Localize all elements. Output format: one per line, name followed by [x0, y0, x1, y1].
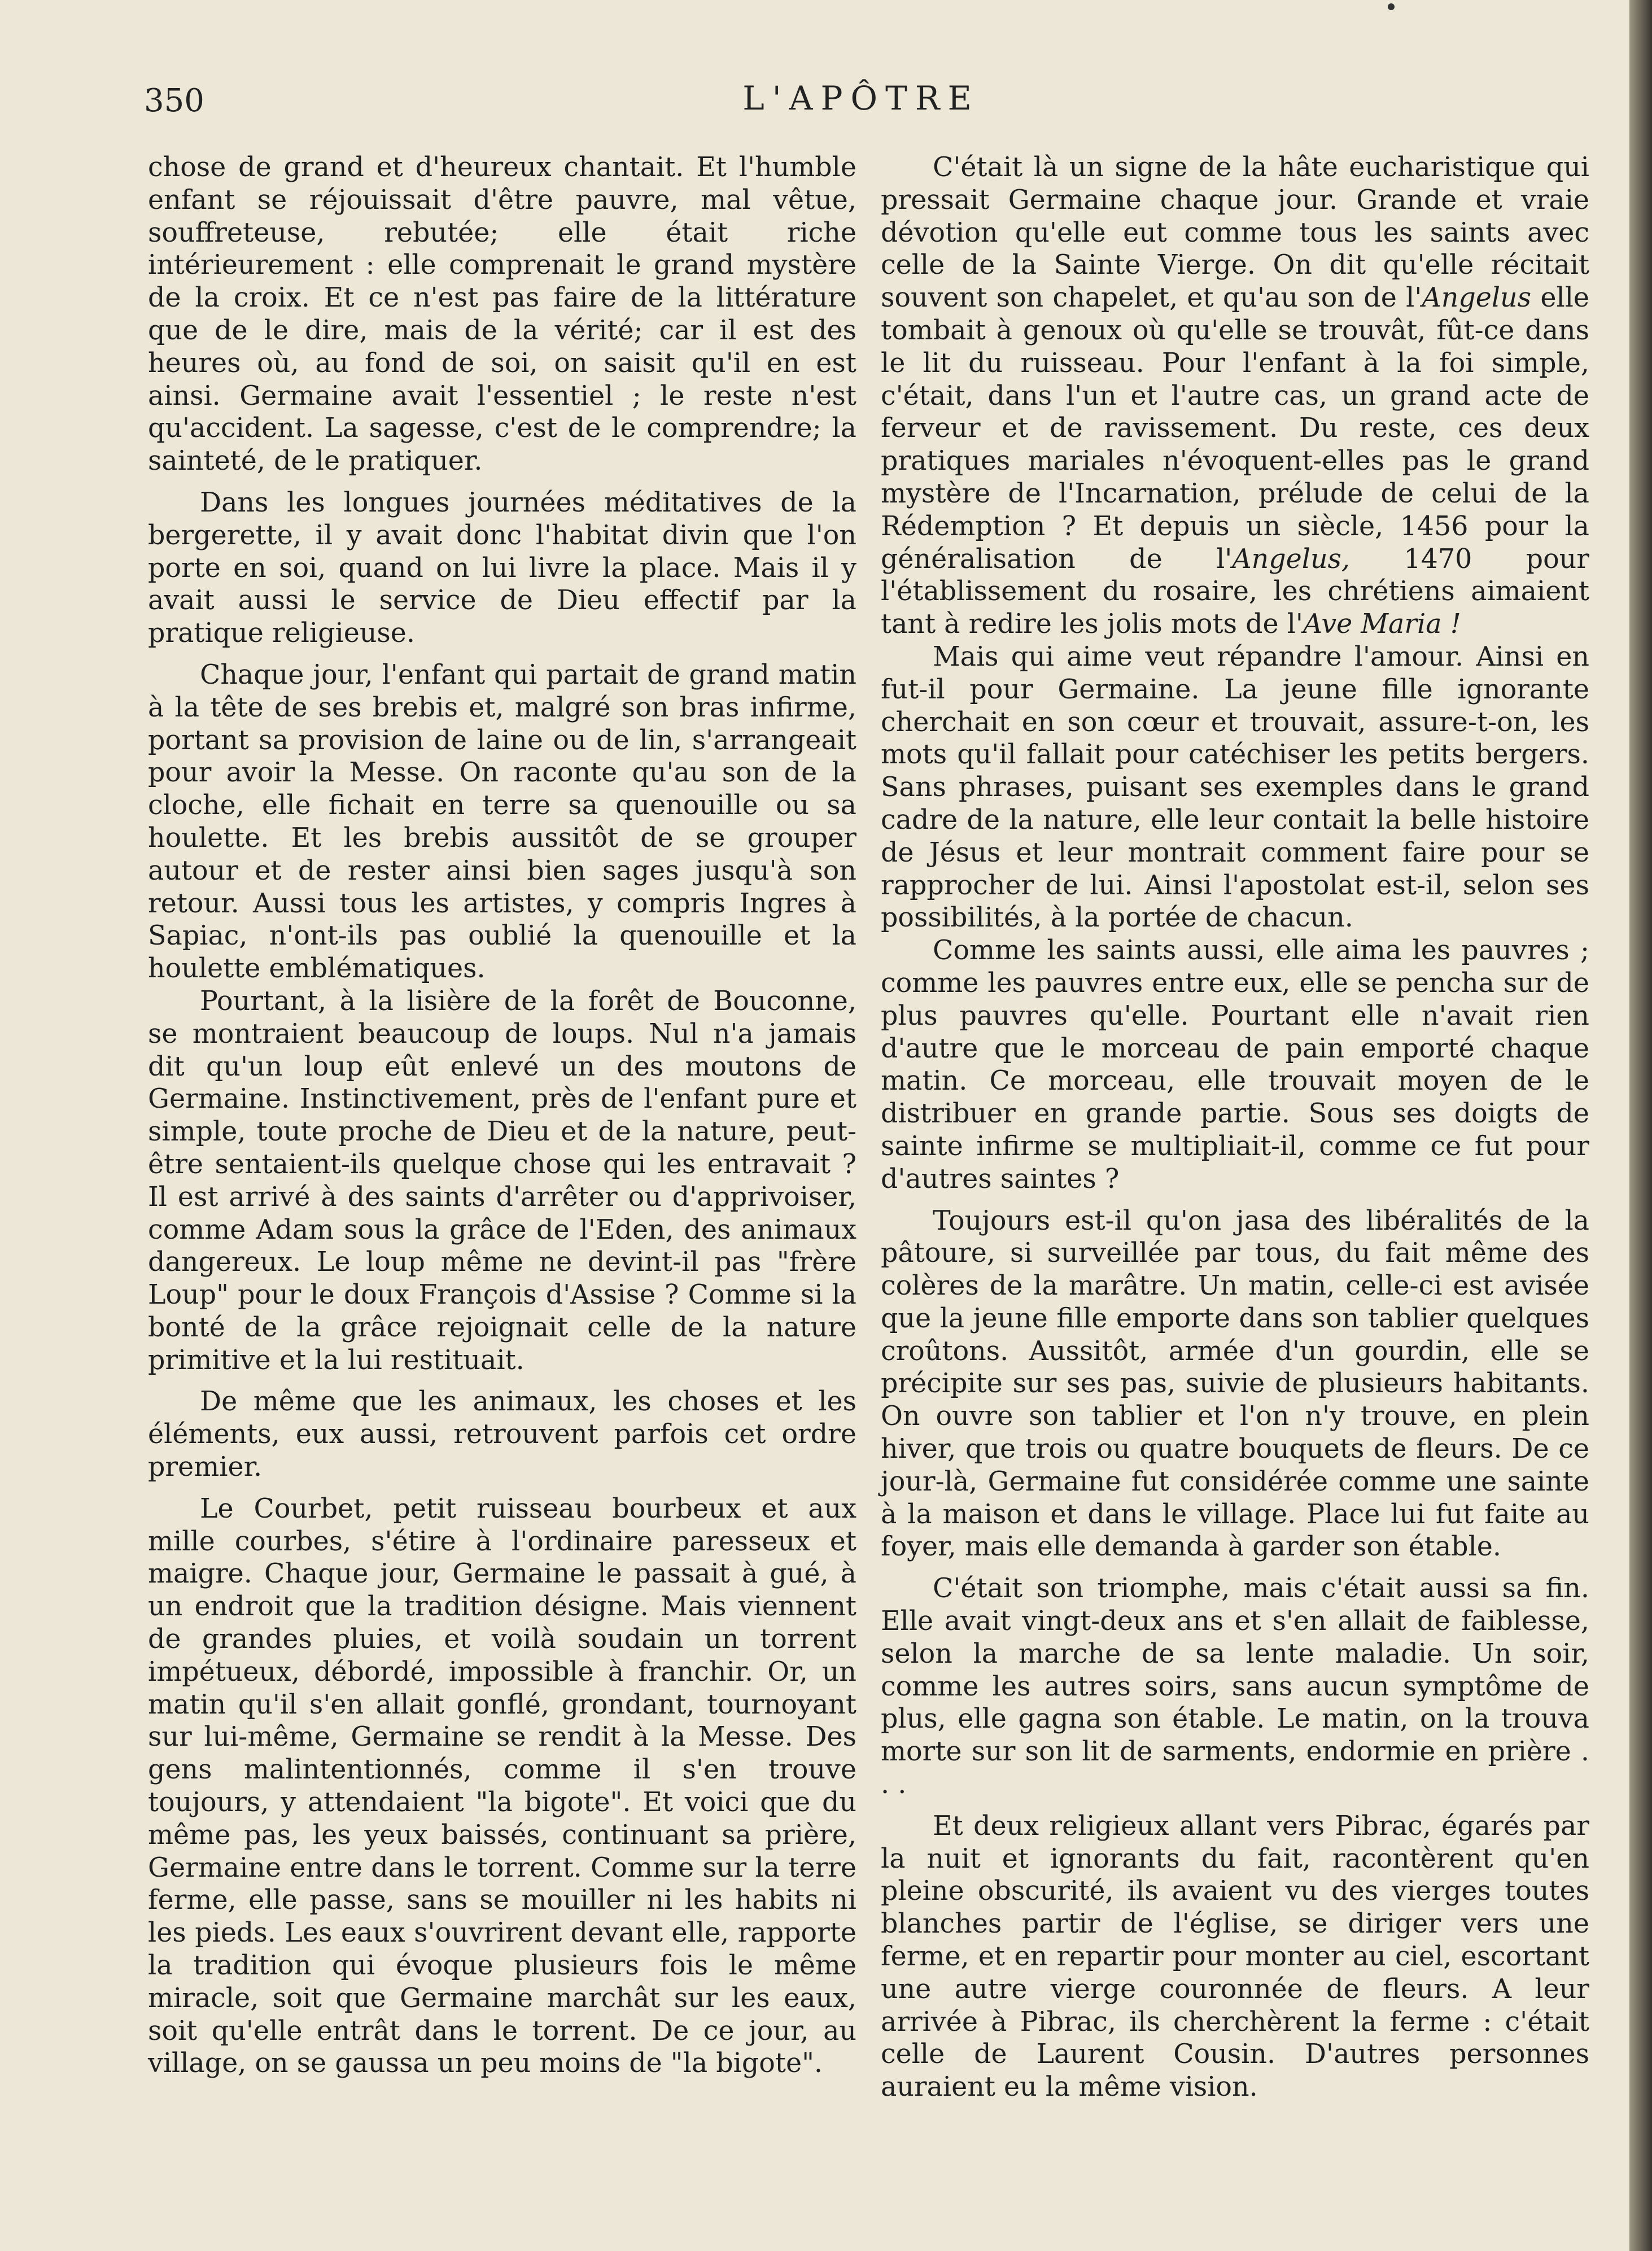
italic-term: Ave Maria !	[1303, 609, 1461, 640]
paragraph: chose de grand et d'heureux chantait. Et l'humble enfant se réjouissait d'être pauvre, mal vêtue, souffreteuse, rebutée; elle était riche intérieurement : elle comprenait le grand mystère de la croix. Et ce n'est pas faire de la littérature que de le dire, mais de la vérité; car il est des heures où, au fond de soi, on saisit qu'il en est ainsi. Germaine avait l'essentiel ; le reste n'est qu'accident. La sagesse, c'est de le comprendre; la sainteté, de le pratiquer.	[148, 152, 856, 477]
page-header	[144, 79, 1578, 124]
paragraph: De même que les animaux, les choses et les éléments, eux aussi, retrouvent parfois cet ordre premier.	[148, 1386, 856, 1483]
text-run: elle tombait à genoux où qu'elle se trouvât, fût-ce dans le lit du ruisseau. Pour l'enfant à la foi simple, c'était, dans l'un et l'autre cas, un grand acte de ferveur et de ravissement. Du reste, ces deux pratiques mariales n'évoquent-elles pas le grand mystère de l'Incarnation, prélude de celui de la Rédemption ? Et depuis un siècle, 1456 pour la généralisation de l'	[881, 282, 1589, 575]
paragraph: Toujours est-il qu'on jasa des libéralités de la pâtoure, si surveillée par tous, du fait même des colères de la marâtre. Un matin, celle-ci est avisée que la jeune fille emporte dans son tablier quelques croûtons. Aussitôt, armée d'un gourdin, elle se précipite sur ses pas, suivie de plusieurs habitants. On ouvre son tablier et l'on n'y trouve, en plein hiver, que trois ou quatre bouquets de fleurs. De ce jour-là, Germaine fut considérée comme une sainte à la maison et dans le village. Place lui fut faite au foyer, mais elle demanda à garder son étable.	[881, 1205, 1589, 1563]
text-run: 1470 pour l'établissement du rosaire, les chrétiens aimaient tant à redire les jolis mots de l'	[881, 543, 1589, 640]
paragraph: Et deux religieux allant vers Pibrac, égarés par la nuit et ignorants du fait, racontèrent qu'en pleine obscurité, ils avaient vu des vierges toutes blanches partir de l'église, se diriger vers une ferme, et en repartir pour monter au ciel, escortant une autre vierge couronnée de fleurs. A leur arrivée à Pibrac, ils cherchèrent la ferme : c'était celle de Laurent Cousin. D'autres personnes auraient eu la même vision.	[881, 1810, 1589, 2103]
text-run: C'était là un signe de la hâte eucharistique qui pressait Germaine chaque jour. Grande et vraie dévotion qu'elle eut comme tous les saints avec celle de la Sainte Vierge. On dit qu'elle récitait souvent son chapelet, et qu'au son de l'	[881, 152, 1589, 314]
page-number: 350	[144, 82, 204, 119]
paragraph: Mais qui aime veut répandre l'amour. Ainsi en fut-il pour Germaine. La jeune fille ignorante cherchait en son cœur et trouvait, assure-t-on, les mots qu'il fallait pour catéchiser les petits bergers. Sans phrases, puisant ses exemples dans le grand cadre de la nature, elle leur contait la belle histoire de Jésus et leur montrait comment faire pour se rapprocher de lui. Ainsi l'apostolat est-il, selon ses possibilités, à la portée de chacun.	[881, 641, 1589, 934]
paragraph: Le Courbet, petit ruisseau bourbeux et aux mille courbes, s'étire à l'ordinaire paresseux et maigre. Chaque jour, Germaine le passait à gué, à un endroit que la tradition désigne. Mais viennent de grandes pluies, et voilà soudain un torrent impétueux, débordé, impossible à franchir. Or, un matin qu'il s'en allait gonflé, grondant, tournoyant sur lui-même, Germaine se rendit à la Messe. Des gens malintentionnés, comme il s'en trouve toujours, y attendaient "la bigote". Et voici que du même pas, les yeux baissés, continuant sa prière, Germaine entre dans le torrent. Comme sur la terre ferme, elle passe, sans se mouiller ni les habits ni les pieds. Les eaux s'ouvrirent devant elle, rapporte la tradition qui évoque plusieurs fois le même miracle, soit que Germaine marchât sur les eaux, soit qu'elle entrât dans le torrent. De ce jour, au village, on se gaussa un peu moins de "la bigote".	[148, 1493, 856, 2079]
ink-dot	[1388, 3, 1395, 10]
italic-term: Angelus,	[1232, 543, 1351, 575]
paragraph: Chaque jour, l'enfant qui partait de grand matin à la tête de ses brebis et, malgré son bras infirme, portant sa provision de laine ou de lin, s'arrangeait pour avoir la Messe. On raconte qu'au son de la cloche, elle fichait en terre sa quenouille ou sa houlette. Et les brebis aussitôt de se grouper autour et de rester ainsi bien sages jusqu'à son retour. Aussi tous les artistes, y compris Ingres à Sapiac, n'ont-ils pas oublié la quenouille et la houlette emblématiques.	[148, 659, 856, 985]
paragraph: Pourtant, à la lisière de la forêt de Bouconne, se montraient beaucoup de loups. Nul n'a jamais dit qu'un loup eût enlevé un des moutons de Germaine. Instinctivement, près de l'enfant pure et simple, toute proche de Dieu et de la nature, peut-être sentaient-ils quelque chose qui les entravait ? Il est arrivé à des saints d'arrêter ou d'apprivoiser, comme Adam sous la grâce de l'Eden, des animaux dangereux. Le loup même ne devint-il pas "frère Loup" pour le doux François d'Assise ? Comme si la bonté de la grâce rejoignait celle de la nature primitive et la lui restituait.	[148, 985, 856, 1376]
paragraph: Comme les saints aussi, elle aima les pauvres ; comme les pauvres entre eux, elle se pencha sur de plus pauvres qu'elle. Pourtant elle n'avait rien d'autre que le morceau de pain emporté chaque matin. Ce morceau, elle trouvait moyen de le distribuer en grande partie. Sous ses doigts de sainte infirme se multipliait-il, comme ce fut pour d'autres saintes ?	[881, 935, 1589, 1195]
running-title: L'APÔTRE	[742, 79, 980, 117]
left-column	[148, 151, 856, 2089]
italic-term: Angelus	[1422, 282, 1532, 314]
right-column	[881, 151, 1589, 2113]
page-edge	[1629, 0, 1652, 2251]
paragraph: Dans les longues journées méditatives de la bergerette, il y avait donc l'habitat divin que l'on porte en soi, quand on lui livre la place. Mais il y avait aussi le service de Dieu effectif par la pratique religieuse.	[148, 487, 856, 649]
paragraph	[881, 151, 1589, 641]
paragraph: C'était son triomphe, mais c'était aussi sa fin. Elle avait vingt-deux ans et s'en allait de faiblesse, selon la marche de sa lente maladie. Un soir, comme les autres soirs, sans aucun symptôme de plus, elle gagna son étable. Le matin, on la trouva morte sur son lit de sarments, endormie en prière . . .	[881, 1573, 1589, 1800]
